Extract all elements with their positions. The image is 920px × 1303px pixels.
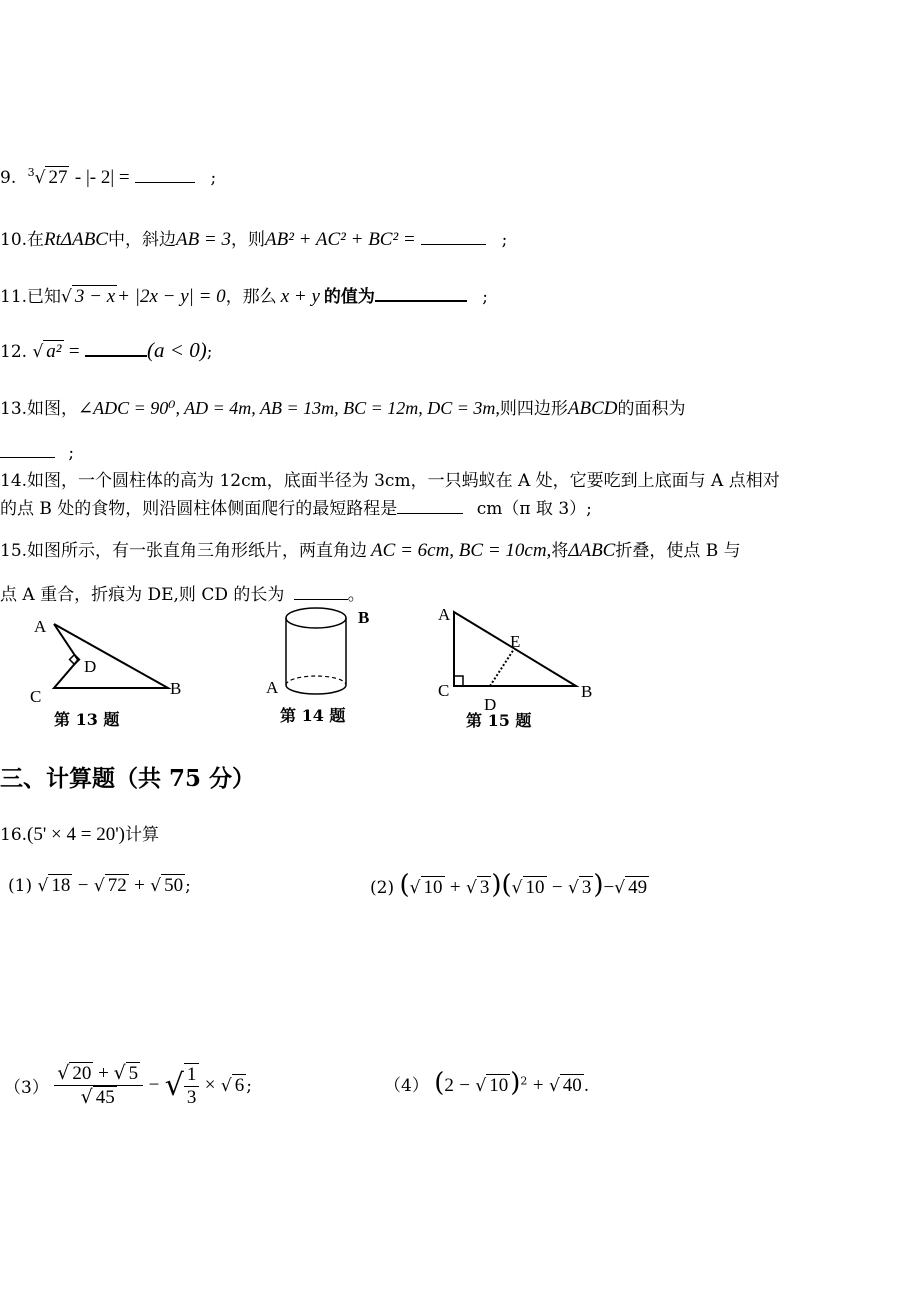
q9-number: 9. xyxy=(0,168,17,188)
fig13-quadrilateral xyxy=(54,624,168,688)
q9-radicand: 27 xyxy=(45,166,69,189)
q16-p3-op: − xyxy=(148,1074,160,1096)
q16-p3-fn: 1 xyxy=(184,1064,200,1087)
q9-cube-index: 3 xyxy=(27,166,35,180)
q16-p1-tail: ; xyxy=(185,876,191,896)
q16-p2-op3: − xyxy=(603,877,615,898)
question-9: 9. $^3$√ 27 - |- 2| = ; xyxy=(0,166,217,188)
q11-text-a: 已知 xyxy=(27,287,62,307)
fig15-fold-line xyxy=(490,649,514,686)
fig13-caption: 第 13 题 xyxy=(54,710,120,729)
q15-line1b: 将 xyxy=(551,541,569,561)
fig15-label-e: E xyxy=(510,632,521,651)
q10-text-a: 在 xyxy=(27,230,45,250)
q16-p3-nop: + xyxy=(98,1063,109,1084)
q16-p2-r4: 3 xyxy=(579,876,594,899)
q16-p4-r1: 10 xyxy=(486,1074,510,1097)
q11-expr: + |2x − y| = 0 xyxy=(117,286,226,307)
q14-line2b: cm（π 取 3）; xyxy=(476,499,592,519)
q10-expr-b: AB = 3 xyxy=(175,229,232,250)
q14-answer-blank[interactable] xyxy=(397,497,463,514)
q9-tail: ; xyxy=(210,168,217,188)
q10-text-c: ，则 xyxy=(231,230,266,250)
question-14-line2 xyxy=(0,494,592,519)
fig14-caption: 第 14 题 xyxy=(280,706,346,725)
q9-abs: - 2 xyxy=(89,167,111,188)
q10-expr-c: AB² + AC² + BC² = xyxy=(265,229,416,250)
q16-score: (5' × 4 = 20') xyxy=(27,824,125,845)
question-15 xyxy=(0,536,741,562)
q16-p1-r3: 50 xyxy=(161,874,185,897)
q12-radicand: a² xyxy=(43,340,63,363)
q15-line1c: 折叠，使点 B 与 xyxy=(615,541,741,561)
q16-p2-op1: + xyxy=(449,877,461,898)
q11-tail: ; xyxy=(482,287,489,307)
q16-p3-fd: 3 xyxy=(186,1086,197,1108)
q16-p3-n1: 20 xyxy=(69,1062,93,1085)
fig14-bottom-front xyxy=(286,685,346,694)
fig13-label-a: A xyxy=(34,617,47,636)
q16-p1-op2: + xyxy=(134,875,145,896)
q14-line1: 14.如图，一个圆柱体的高为 12cm，底面半径为 3cm，一只蚂蚁在 A 处，它要吃到上底面与 A 点相对 xyxy=(0,471,780,491)
fig14-label-b: B xyxy=(358,608,370,627)
q16-p2-op2: − xyxy=(551,877,563,898)
figure-15 xyxy=(430,600,610,735)
q13-text-c: 的面积为 xyxy=(617,399,686,419)
fig14-label-a: A xyxy=(266,678,279,697)
question-14 xyxy=(0,466,780,491)
q16-p3-tail: ; xyxy=(246,1076,252,1097)
q16-p3-den: 45 xyxy=(93,1086,117,1109)
section-3-title: 三、计算题（共 75 分） xyxy=(0,765,256,792)
question-10 xyxy=(0,225,507,251)
q11-radicand: 3 − x xyxy=(72,285,117,308)
q16-p3-fraction: $\frac{√ 20 + √ 5}{√ 45}$ xyxy=(54,1062,143,1109)
q16-p3-n2: 5 xyxy=(126,1062,141,1085)
fig14-bottom-back xyxy=(286,676,346,685)
q16-p3-r: 6 xyxy=(232,1074,247,1097)
fig15-label-d: D xyxy=(484,695,497,714)
fig13-label-c: C xyxy=(30,687,42,706)
q16-part-3: （3） $\frac{√ 20 + √ 5}{√ 45}$ − √ $\frac{1}{3}$ × √ 6 ; xyxy=(4,1062,252,1108)
q13-text-b: 则四边形 xyxy=(499,399,568,419)
q16-p4-tail: . xyxy=(583,1076,590,1096)
q16-label: 计算 xyxy=(124,825,159,845)
q10-answer-blank[interactable] xyxy=(421,228,486,245)
fig15-right-angle-mark xyxy=(454,676,463,686)
q16-part-1: (1) √ 18 − √ 72 + √ 50 ; xyxy=(8,875,191,896)
q10-expr-a: RtΔABC xyxy=(44,229,108,250)
q16-p3-times: × xyxy=(204,1074,216,1096)
fig15-label-c: C xyxy=(438,681,450,700)
q15-line2b: 。 xyxy=(347,585,365,605)
q15-line1-expr2: ΔABC xyxy=(568,540,616,561)
fig15-label-b: B xyxy=(581,682,593,701)
q16-p2-r5: 49 xyxy=(625,876,649,899)
q13-answer-blank[interactable] xyxy=(0,441,55,458)
q16-part-2: (2) (√ 10 + √ 3)(√ 10 − √ 3)−√ 49 xyxy=(370,870,648,900)
q16-p4-exp: 2 xyxy=(520,1074,528,1088)
q11-expr-b: x + y xyxy=(280,286,320,307)
q9-answer-blank[interactable] xyxy=(135,166,195,183)
q16-p3-small-fraction xyxy=(184,1063,200,1109)
q16-p1-r2: 72 xyxy=(105,874,129,897)
q13-tail: ; xyxy=(68,443,75,463)
q12-tail: ; xyxy=(206,342,213,362)
fig14-top-ellipse xyxy=(286,608,346,628)
q13-number: 13. xyxy=(0,399,28,419)
q12-answer-blank[interactable] xyxy=(85,339,147,357)
q16-p2-r3: 10 xyxy=(523,876,547,899)
q10-tail: ; xyxy=(501,230,508,250)
q16-p4-r2: 40 xyxy=(560,1074,584,1097)
q15-answer-blank[interactable] xyxy=(294,583,348,600)
q10-text-b: 中，斜边 xyxy=(107,230,176,250)
q11-number: 11. xyxy=(0,287,28,307)
question-11: 11.已知√ 3 − x + |2x − y| = 0，那么 x + y 的值为 ; xyxy=(0,286,489,307)
q16-number: 16. xyxy=(0,825,28,845)
q16-p1-label: (1) xyxy=(8,876,33,896)
q11-answer-blank[interactable] xyxy=(375,284,467,302)
q15-line2a: 点 A 重合，折痕为 DE,则 CD 的长为 xyxy=(0,585,285,605)
fig13-label-d: D xyxy=(84,657,97,676)
q14-line2a: 的点 B 处的食物，则沿圆柱体侧面爬行的最短路程是 xyxy=(0,499,398,519)
q12-condition: (a < 0) xyxy=(147,338,207,362)
q12-eq: = xyxy=(68,341,80,362)
q13-expr-b: ABCD xyxy=(567,398,618,419)
question-13 xyxy=(0,394,686,420)
question-16 xyxy=(0,820,159,846)
q16-p1-op1: − xyxy=(77,875,89,896)
fig15-label-a: A xyxy=(438,605,451,624)
q11-text-b: ，那么 xyxy=(225,287,277,307)
figure-13 xyxy=(20,612,200,737)
q16-p2-r1: 10 xyxy=(421,876,445,899)
q16-p1-r1: 18 xyxy=(48,874,72,897)
question-12: 12. √ a² = (a < 0); xyxy=(0,338,213,362)
fig15-caption: 第 15 题 xyxy=(466,711,532,730)
q11-text-c: 的值为 xyxy=(323,287,375,307)
q16-p2-label: (2) xyxy=(370,878,395,898)
figure-14 xyxy=(258,602,388,730)
q16-part-4: （4） (2 − √ 10)$^2$ + √ 40 . xyxy=(384,1068,590,1098)
q13-expr: ∠ADC = 90⁰, AD = 4m, AB = 13m, BC = 12m, DC = 3m, xyxy=(78,398,500,418)
fig13-label-b: B xyxy=(170,679,182,698)
q16-p4-label: （4） xyxy=(384,1076,429,1096)
q16-p4-a: 2 xyxy=(444,1075,454,1096)
q15-line1-expr: AC = 6cm, BC = 10cm, xyxy=(371,540,552,561)
question-13-line2 xyxy=(0,441,74,463)
q10-number: 10. xyxy=(0,230,28,250)
q16-p4-op2: + xyxy=(532,1075,544,1096)
q16-p3-label: （3） xyxy=(4,1078,49,1098)
q13-text-a: 如图， xyxy=(27,399,79,419)
q15-line1a: 15.如图所示，有一张直角三角形纸片，两直角边 xyxy=(0,541,368,561)
q12-number: 12. xyxy=(0,342,28,362)
q16-p4-op: − xyxy=(459,1075,471,1096)
q16-p2-r2: 3 xyxy=(477,876,492,899)
